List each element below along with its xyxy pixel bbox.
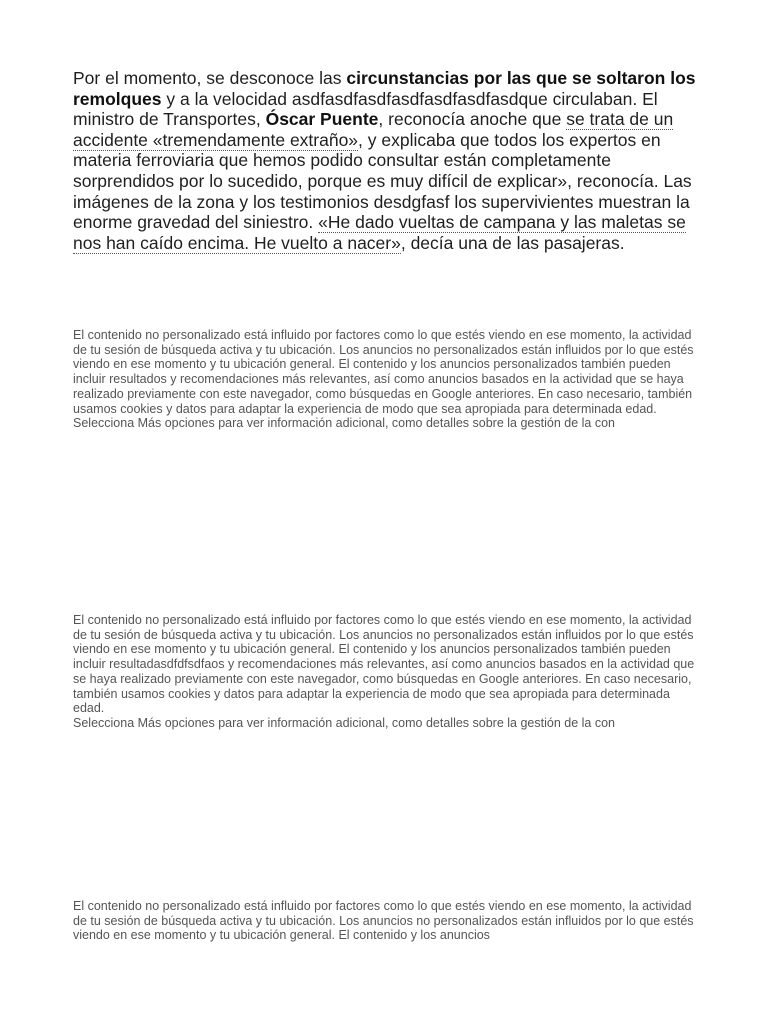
consent-notice-footer: Selecciona Más opciones para ver información adicional, como detalles sobre la gestión de la con [73, 416, 615, 431]
article-text: y a la velocidad asdfasdfasdfasdfasdfasdfasdque circulaban. El ministro de Transportes, [73, 88, 658, 130]
article-text: Por el momento, se desconoce las [73, 68, 347, 88]
article-emphasis: circunstancias por las que se soltaron los remolques [73, 68, 696, 109]
article-text: , y explicaba que todos los expertos en materia ferroviaria que hemos podido consultar están completamente sorprendidos por lo sucedido, porque es muy difícil de explicar», reconocía. Las imágenes de la zona y los testimonios desdgfasf los supervivientes muestran la enorme gravedad del siniestro. [73, 129, 692, 233]
consent-notice-body: El contenido no personalizado está influido por factores como lo que estés viendo en ese momento, la actividad de tu sesión de búsqueda activa y tu ubicación. Los anuncios no personalizados están influidos por lo que estés viendo en ese momento y tu ubicación general. El contenido y los anuncios [73, 899, 694, 943]
consent-notice-body: El contenido no personalizado está influido por factores como lo que estés viendo en ese momento, la actividad de tu sesión de búsqueda activa y tu ubicación. Los anuncios no personalizados están influidos por lo que estés viendo en ese momento y tu ubicación general. El contenido y los anuncios personalizados también pueden incluir resultadasdfdfsdfaos y recomendaciones más relevantes, así como anuncios basados en la actividad que se haya realizado previamente con este navegador, como búsquedas en Google anteriores. En caso necesario, también usamos cookies y datos para adaptar la experiencia de modo que sea apropiada para determinada edad. [73, 613, 695, 716]
minister-name: Óscar Puente [265, 109, 379, 130]
article-text: , decía una de las pasajeras. [400, 232, 625, 253]
consent-notice [73, 613, 698, 731]
article-text: , reconocía anoche que [378, 109, 567, 130]
quote-minister: se trata de un accidente «tremendamente extraño» [73, 109, 674, 150]
quote-passenger: «He dado vueltas de campana y las maletas se nos han caído encima. He vuelto a nacer» [73, 212, 686, 253]
consent-notice-footer: Selecciona Más opciones para ver información adicional, como detalles sobre la gestión de la con [73, 715, 615, 730]
consent-notice [73, 899, 698, 943]
consent-notice [73, 328, 698, 431]
article-paragraph [73, 68, 701, 253]
consent-notice-body: El contenido no personalizado está influido por factores como lo que estés viendo en ese momento, la actividad de tu sesión de búsqueda activa y tu ubicación. Los anuncios no personalizados están influidos por lo que estés viendo en ese momento y tu ubicación general. El contenido y los anuncios personalizados también pueden incluir resultados y recomendaciones más relevantes, así como anuncios basados en la actividad que se haya realizado previamente con este navegador, como búsquedas en Google anteriores. En caso necesario, también usamos cookies y datos para adaptar la experiencia de modo que sea apropiada para determinada edad. [73, 328, 694, 416]
